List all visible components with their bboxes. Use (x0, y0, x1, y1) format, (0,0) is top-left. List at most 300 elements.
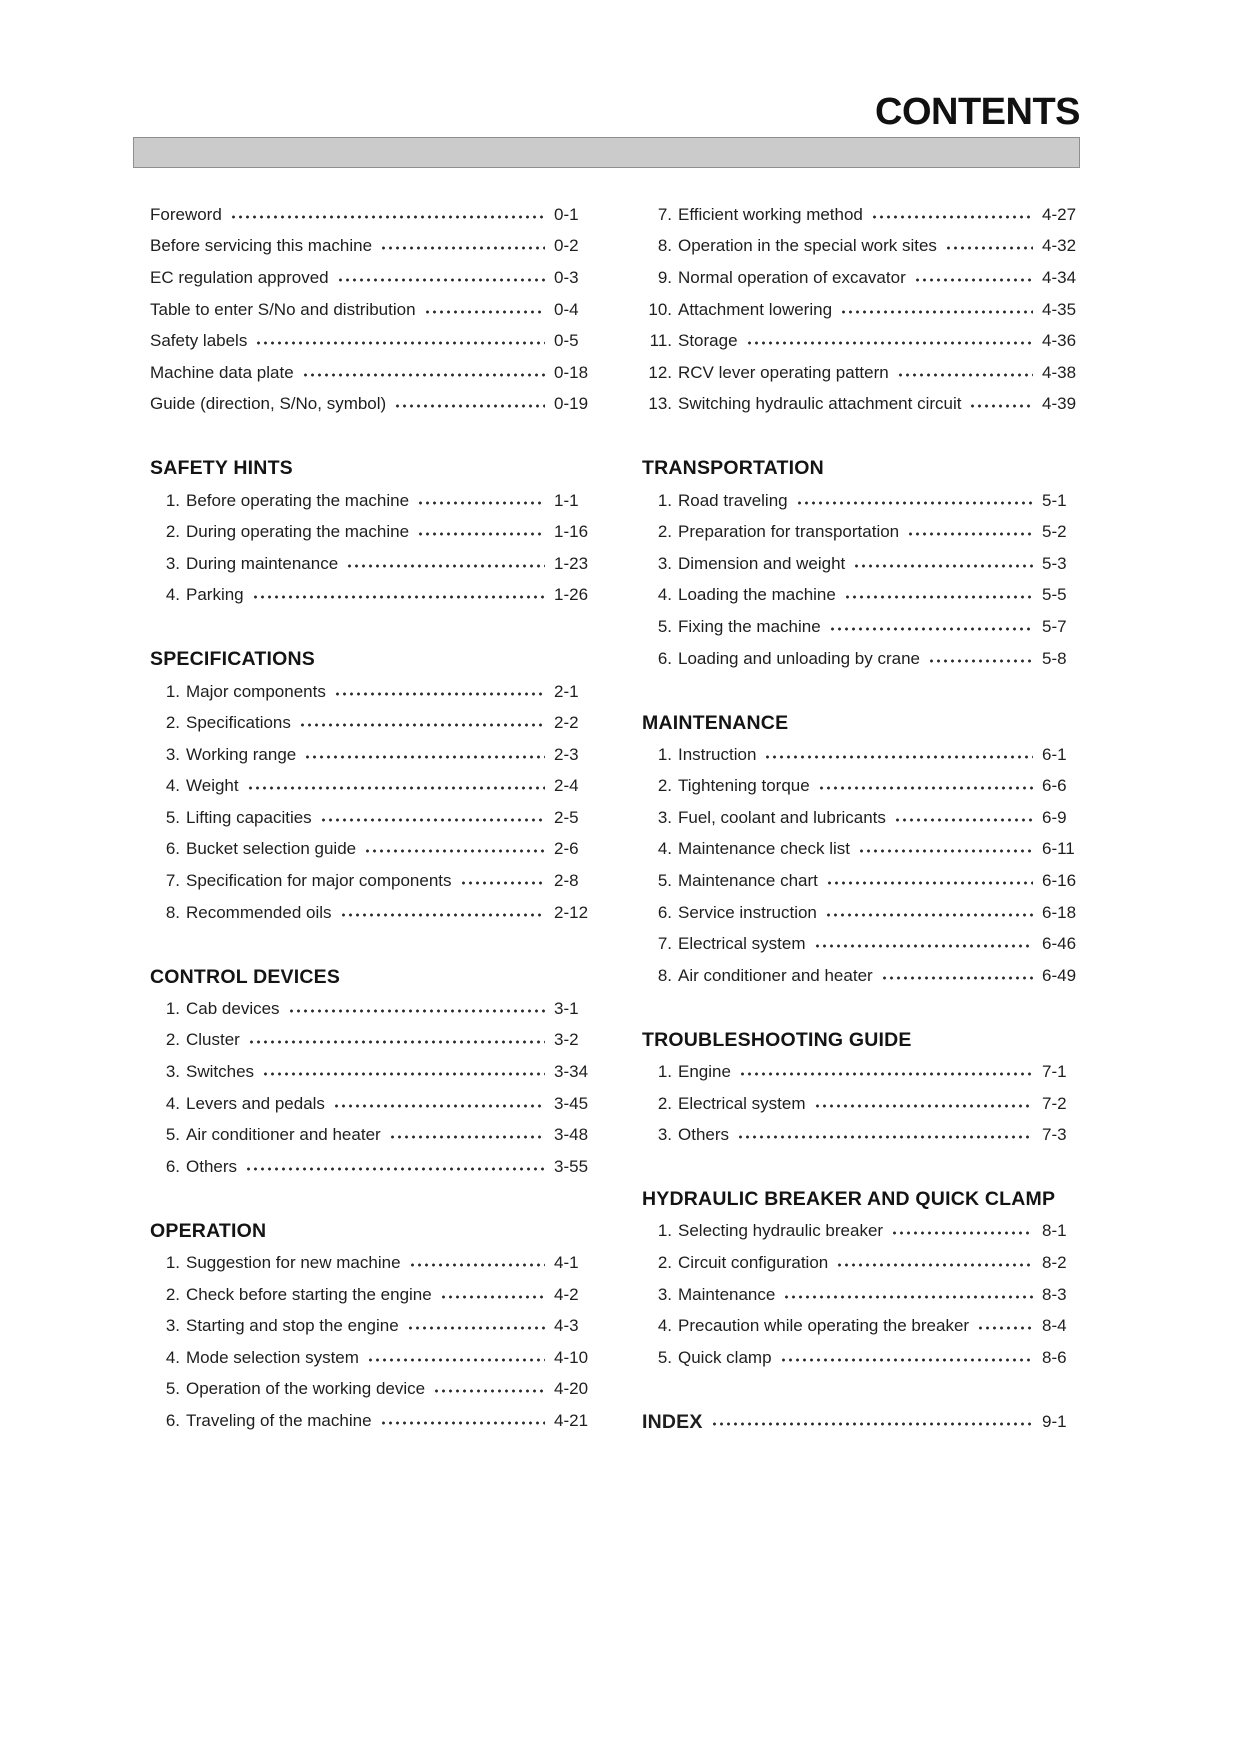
entry-page-number: 0-18 (554, 362, 589, 382)
entry-number: 3. (165, 744, 180, 764)
entry-number: 10. (648, 299, 672, 319)
entry-label: INDEX (642, 1410, 703, 1433)
toc-entry (150, 1279, 602, 1311)
entry-number: 1. (657, 1221, 672, 1241)
entry-page-number: 5-7 (1042, 616, 1067, 636)
entry-page-number: 8-4 (1042, 1316, 1067, 1336)
dot-leader (780, 1357, 1033, 1363)
entry-label: Quick clamp (678, 1347, 772, 1367)
entry-label: Operation of the working device (186, 1379, 426, 1399)
entry-page-number: 3-55 (554, 1156, 589, 1176)
entry-page-number: 0-19 (554, 394, 589, 414)
toc-columns (150, 199, 1090, 1438)
entry-number: 4. (657, 585, 672, 605)
section-heading: TROUBLESHOOTING GUIDE (642, 1028, 912, 1051)
entry-label: Before servicing this machine (150, 236, 373, 256)
toc-entry (150, 485, 602, 517)
toc-entry (642, 1247, 1090, 1279)
index-entry (642, 1407, 1090, 1439)
toc-entry (150, 516, 602, 548)
entry-number: 2. (165, 1030, 180, 1050)
toc-entry (642, 1088, 1090, 1120)
entry-number: 2. (165, 522, 180, 542)
toc-entry (150, 739, 602, 771)
section-heading: SPECIFICATIONS (150, 648, 315, 671)
dot-leader (460, 880, 545, 886)
entry-page-number: 2-8 (554, 871, 579, 891)
entry-number: 1. (657, 490, 672, 510)
dot-leader (897, 372, 1033, 378)
dot-leader (262, 1071, 545, 1077)
toc-entry (642, 611, 1090, 643)
entry-page-number: 6-6 (1042, 776, 1067, 796)
entry-label: Storage (678, 331, 738, 351)
entry-label: Loading and unloading by crane (678, 648, 920, 668)
toc-entry (642, 294, 1090, 326)
toc-entry (642, 389, 1090, 421)
entry-label: Preparation for transportation (678, 522, 900, 542)
entry-page-number: 8-3 (1042, 1284, 1067, 1304)
toc-entry (642, 834, 1090, 866)
dot-leader (836, 1262, 1033, 1268)
entry-number: 3. (657, 1284, 672, 1304)
entry-page-number: 4-27 (1042, 204, 1077, 224)
entry-page-number: 7-2 (1042, 1093, 1067, 1113)
toc-entry (150, 1342, 602, 1374)
entry-label: Cab devices (186, 998, 280, 1018)
entry-label: Specifications (186, 713, 291, 733)
entry-label: Air conditioner and heater (678, 965, 873, 985)
dot-leader (333, 1103, 545, 1109)
entry-number: 6. (165, 839, 180, 859)
dot-leader (394, 403, 545, 409)
entry-page-number: 5-2 (1042, 522, 1067, 542)
dot-leader (826, 880, 1033, 886)
entry-label: Bucket selection guide (186, 839, 357, 859)
entry-label: Loading the machine (678, 585, 836, 605)
entry-page-number: 2-2 (554, 713, 579, 733)
dot-leader (783, 1294, 1033, 1300)
entry-label: Fuel, coolant and lubricants (678, 807, 886, 827)
entry-label: Maintenance check list (678, 839, 850, 859)
entry-number: 3. (657, 553, 672, 573)
entry-number: 4. (165, 585, 180, 605)
entry-number: 1. (165, 1253, 180, 1273)
entry-number: 7. (657, 934, 672, 954)
dot-leader (424, 309, 545, 315)
page-title: CONTENTS (875, 91, 1080, 133)
toc-entry (642, 516, 1090, 548)
entry-number: 1. (165, 490, 180, 510)
toc-left-column (150, 199, 602, 1438)
section-heading: OPERATION (150, 1219, 267, 1242)
entry-number: 1. (165, 998, 180, 1018)
section-heading: HYDRAULIC BREAKER AND QUICK CLAMP (642, 1188, 1056, 1211)
entry-label: Fixing the machine (678, 616, 821, 636)
entry-page-number: 1-1 (554, 490, 579, 510)
entry-number: 6. (657, 902, 672, 922)
dot-leader (891, 1230, 1033, 1236)
entry-page-number: 6-16 (1042, 871, 1077, 891)
toc-entry (150, 357, 602, 389)
dot-leader (304, 754, 545, 760)
entry-label: Instruction (678, 744, 757, 764)
toc-entry (150, 262, 602, 294)
entry-page-number: 6-18 (1042, 902, 1077, 922)
entry-label: Efficient working method (678, 204, 863, 224)
entry-label: Weight (186, 776, 239, 796)
entry-number: 4. (657, 839, 672, 859)
dot-leader (945, 245, 1033, 251)
toc-entry (642, 1342, 1090, 1374)
entry-page-number: 2-12 (554, 902, 589, 922)
toc-entry (150, 707, 602, 739)
entry-number: 6. (165, 1410, 180, 1430)
dot-leader (818, 785, 1033, 791)
toc-entry (150, 771, 602, 803)
entry-number: 5. (657, 871, 672, 891)
dot-leader (764, 754, 1033, 760)
entry-label: Table to enter S/No and distribution (150, 299, 416, 319)
entry-label: Recommended oils (186, 902, 332, 922)
entry-number: 11. (649, 331, 672, 351)
dot-leader (840, 309, 1033, 315)
entry-page-number: 0-2 (554, 236, 579, 256)
entry-label: Operation in the special work sites (678, 236, 937, 256)
section-heading: TRANSPORTATION (642, 457, 824, 480)
entry-number: 4. (165, 776, 180, 796)
entry-number: 4. (165, 1347, 180, 1367)
entry-number: 2. (657, 522, 672, 542)
entry-label: Suggestion for new machine (186, 1253, 401, 1273)
toc-entry (150, 548, 602, 580)
dot-leader (746, 340, 1033, 346)
dot-leader (825, 912, 1033, 918)
dot-leader (334, 691, 545, 697)
entry-label: Tightening torque (678, 776, 810, 796)
entry-page-number: 4-10 (554, 1347, 589, 1367)
toc-entry (150, 865, 602, 897)
dot-leader (380, 245, 545, 251)
entry-page-number: 2-1 (554, 681, 579, 701)
dot-leader (255, 340, 545, 346)
dot-leader (245, 1166, 545, 1172)
dot-leader (969, 403, 1033, 409)
entry-page-number: 3-34 (554, 1062, 589, 1082)
toc-entry (150, 294, 602, 326)
entry-label: Mode selection system (186, 1347, 359, 1367)
entry-page-number: 0-3 (554, 267, 579, 287)
entry-page-number: 4-38 (1042, 362, 1077, 382)
section-heading: SAFETY HINTS (150, 457, 293, 480)
dot-leader (739, 1071, 1033, 1077)
entry-number: 3. (165, 1062, 180, 1082)
entry-page-number: 2-3 (554, 744, 579, 764)
toc-entry (150, 676, 602, 708)
entry-number: 7. (657, 204, 672, 224)
entry-number: 13. (648, 394, 672, 414)
entry-page-number: 4-3 (554, 1316, 579, 1336)
dot-leader (288, 1008, 545, 1014)
entry-page-number: 3-1 (554, 998, 579, 1018)
entry-label: Working range (186, 744, 297, 764)
entry-page-number: 3-48 (554, 1125, 589, 1145)
dot-leader (364, 848, 545, 854)
entry-number: 8. (657, 236, 672, 256)
dot-leader (977, 1325, 1033, 1331)
toc-entry (642, 1056, 1090, 1088)
dot-leader (829, 626, 1033, 632)
entry-number: 2. (657, 776, 672, 796)
entry-page-number: 0-4 (554, 299, 579, 319)
entry-page-number: 4-39 (1042, 394, 1077, 414)
entry-page-number: 4-36 (1042, 331, 1077, 351)
entry-page-number: 6-1 (1042, 744, 1067, 764)
entry-label: Before operating the machine (186, 490, 410, 510)
dot-leader (417, 531, 545, 537)
dot-leader (247, 785, 545, 791)
entry-page-number: 5-1 (1042, 490, 1067, 510)
dot-leader (409, 1262, 545, 1268)
entry-label: Guide (direction, S/No, symbol) (150, 394, 387, 414)
entry-page-number: 5-8 (1042, 648, 1067, 668)
entry-page-number: 5-3 (1042, 553, 1067, 573)
toc-entry (642, 802, 1090, 834)
entry-page-number: 9-1 (1042, 1412, 1067, 1432)
toc-entry (642, 928, 1090, 960)
entry-page-number: 3-2 (554, 1030, 579, 1050)
dot-leader (407, 1325, 545, 1331)
entry-number: 2. (657, 1093, 672, 1113)
entry-number: 1. (657, 744, 672, 764)
entry-number: 1. (657, 1062, 672, 1082)
toc-entry (642, 739, 1090, 771)
entry-label: Attachment lowering (678, 299, 833, 319)
entry-page-number: 8-2 (1042, 1253, 1067, 1273)
entry-label: Safety labels (150, 331, 248, 351)
entry-page-number: 6-49 (1042, 965, 1077, 985)
entry-number: 3. (657, 1125, 672, 1145)
entry-number: 5. (657, 616, 672, 636)
entry-page-number: 2-4 (554, 776, 579, 796)
toc-entry (150, 1119, 602, 1151)
toc-entry (642, 231, 1090, 263)
dot-leader (928, 658, 1033, 664)
entry-label: Dimension and weight (678, 553, 846, 573)
entry-number: 7. (165, 871, 180, 891)
dot-leader (814, 943, 1033, 949)
toc-entry (642, 897, 1090, 929)
entry-page-number: 6-11 (1042, 839, 1075, 859)
entry-page-number: 1-23 (554, 553, 589, 573)
entry-page-number: 2-5 (554, 807, 579, 827)
entry-label: Switches (186, 1062, 255, 1082)
entry-label: Electrical system (678, 1093, 806, 1113)
entry-number: 3. (657, 807, 672, 827)
entry-number: 5. (165, 1125, 180, 1145)
dot-leader (853, 563, 1033, 569)
entry-label: During maintenance (186, 553, 339, 573)
entry-label: Electrical system (678, 934, 806, 954)
dot-leader (871, 214, 1033, 220)
toc-entry (150, 389, 602, 421)
dot-leader (299, 722, 545, 728)
toc-entry (642, 865, 1090, 897)
dot-leader (844, 594, 1033, 600)
toc-entry (642, 1216, 1090, 1248)
toc-entry (150, 802, 602, 834)
dot-leader (230, 214, 545, 220)
entry-label: Machine data plate (150, 362, 294, 382)
entry-label: Check before starting the engine (186, 1284, 432, 1304)
dot-leader (367, 1357, 545, 1363)
dot-leader (737, 1134, 1033, 1140)
entry-label: Maintenance (678, 1284, 776, 1304)
entry-page-number: 4-2 (554, 1284, 579, 1304)
toc-entry (642, 548, 1090, 580)
entry-label: EC regulation approved (150, 267, 329, 287)
entry-label: Major components (186, 681, 326, 701)
entry-number: 3. (165, 1316, 180, 1336)
entry-number: 8. (165, 902, 180, 922)
toc-entry (150, 231, 602, 263)
entry-label: Levers and pedals (186, 1093, 325, 1113)
entry-label: Precaution while operating the breaker (678, 1316, 970, 1336)
dot-leader (814, 1103, 1033, 1109)
entry-label: Selecting hydraulic breaker (678, 1221, 884, 1241)
entry-page-number: 2-6 (554, 839, 579, 859)
entry-page-number: 8-1 (1042, 1221, 1067, 1241)
entry-page-number: 1-26 (554, 585, 589, 605)
dot-leader (711, 1421, 1033, 1427)
entry-label: Maintenance chart (678, 871, 818, 891)
dot-leader (440, 1294, 545, 1300)
entry-page-number: 4-32 (1042, 236, 1077, 256)
toc-entry (150, 1025, 602, 1057)
entry-page-number: 4-1 (554, 1253, 579, 1273)
dot-leader (914, 277, 1033, 283)
entry-number: 12. (648, 362, 672, 382)
entry-label: Air conditioner and heater (186, 1125, 381, 1145)
entry-number: 2. (657, 1253, 672, 1273)
toc-entry (642, 1119, 1090, 1151)
entry-label: Road traveling (678, 490, 788, 510)
entry-number: 4. (657, 1316, 672, 1336)
entry-label: Circuit configuration (678, 1253, 829, 1273)
entry-number: 2. (165, 713, 180, 733)
toc-entry (150, 325, 602, 357)
dot-leader (881, 975, 1033, 981)
toc-entry (150, 1310, 602, 1342)
entry-label: Parking (186, 585, 244, 605)
title-underline-bar (133, 137, 1080, 168)
entry-number: 3. (165, 553, 180, 573)
toc-entry (150, 1405, 602, 1437)
toc-entry (642, 325, 1090, 357)
entry-page-number: 6-9 (1042, 807, 1067, 827)
toc-entry (150, 993, 602, 1025)
toc-entry (642, 199, 1090, 231)
dot-leader (858, 848, 1033, 854)
entry-number: 6. (165, 1156, 180, 1176)
entry-page-number: 8-6 (1042, 1347, 1067, 1367)
entry-number: 5. (165, 1379, 180, 1399)
dot-leader (337, 277, 545, 283)
entry-number: 9. (657, 267, 672, 287)
section-heading: MAINTENANCE (642, 711, 789, 734)
entry-page-number: 4-20 (554, 1379, 589, 1399)
dot-leader (248, 1039, 545, 1045)
section-heading: CONTROL DEVICES (150, 965, 341, 988)
dot-leader (346, 563, 545, 569)
toc-entry (642, 357, 1090, 389)
toc-entry (150, 1088, 602, 1120)
dot-leader (796, 500, 1033, 506)
toc-entry (642, 1279, 1090, 1311)
toc-entry (642, 262, 1090, 294)
toc-entry (150, 1374, 602, 1406)
entry-page-number: 0-1 (554, 204, 579, 224)
entry-page-number: 7-1 (1042, 1062, 1067, 1082)
entry-label: Foreword (150, 204, 222, 224)
dot-leader (302, 372, 545, 378)
entry-number: 5. (165, 807, 180, 827)
dot-leader (433, 1388, 545, 1394)
entry-label: Others (678, 1125, 730, 1145)
dot-leader (894, 817, 1033, 823)
toc-entry (150, 897, 602, 929)
entry-number: 5. (657, 1347, 672, 1367)
toc-entry (642, 580, 1090, 612)
dot-leader (907, 531, 1033, 537)
toc-entry (150, 1056, 602, 1088)
entry-page-number: 0-5 (554, 331, 579, 351)
entry-label: Traveling of the machine (186, 1410, 372, 1430)
dot-leader (380, 1420, 545, 1426)
entry-page-number: 3-45 (554, 1093, 589, 1113)
dot-leader (252, 594, 545, 600)
dot-leader (417, 500, 545, 506)
toc-entry (150, 834, 602, 866)
toc-entry (150, 1247, 602, 1279)
entry-number: 4. (165, 1093, 180, 1113)
entry-label: Service instruction (678, 902, 817, 922)
entry-label: Lifting capacities (186, 807, 312, 827)
entry-page-number: 1-16 (554, 522, 589, 542)
dot-leader (320, 817, 545, 823)
toc-entry (642, 1310, 1090, 1342)
entry-number: 8. (657, 965, 672, 985)
entry-page-number: 7-3 (1042, 1125, 1067, 1145)
entry-label: Normal operation of excavator (678, 267, 906, 287)
entry-label: Others (186, 1156, 238, 1176)
toc-entry (642, 643, 1090, 675)
entry-page-number: 4-35 (1042, 299, 1077, 319)
entry-page-number: 6-46 (1042, 934, 1077, 954)
entry-number: 2. (165, 1284, 180, 1304)
entry-label: Cluster (186, 1030, 240, 1050)
entry-page-number: 4-34 (1042, 267, 1077, 287)
entry-label: RCV lever operating pattern (678, 362, 889, 382)
entry-label: Starting and stop the engine (186, 1316, 399, 1336)
toc-entry (150, 580, 602, 612)
entry-label: Specification for major components (186, 871, 452, 891)
entry-number: 1. (165, 681, 180, 701)
entry-page-number: 4-21 (554, 1410, 589, 1430)
toc-entry (150, 199, 602, 231)
toc-entry (642, 960, 1090, 992)
toc-entry (150, 1151, 602, 1183)
